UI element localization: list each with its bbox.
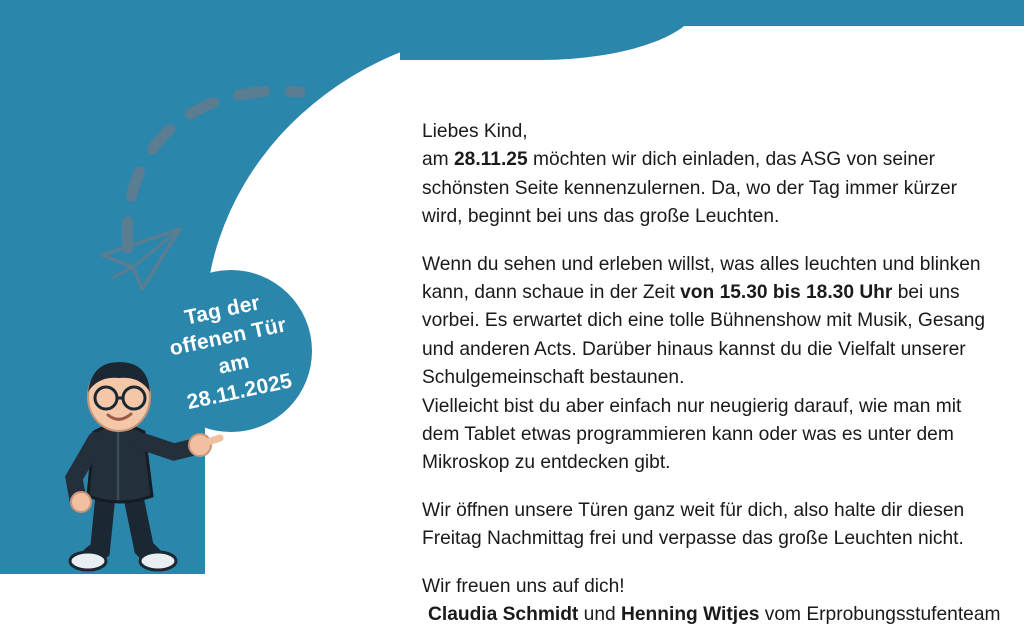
signature-team: vom Erprobungsstufenteam [759, 604, 1001, 626]
signature-name-2: Henning Witjes [621, 604, 760, 626]
signature-name-1: Claudia Schmidt [428, 604, 579, 626]
letter-date: 28.11.25 [454, 149, 528, 171]
letter-time: von 15.30 bis 18.30 Uhr [680, 282, 893, 304]
spacer [422, 478, 1002, 497]
letter-paragraph-3: Vielleicht bist du aber einfach nur neugierig darauf, wie man mit dem Tablet etwas programmieren kann oder was es unter dem Mikroskop zu entdecken gibt. [422, 395, 962, 474]
letter-p1-pre: am [422, 149, 454, 171]
person-pointing-illustration [48, 360, 218, 574]
signature-conjunction: und [578, 604, 622, 626]
spacer [422, 554, 1002, 573]
spacer [422, 232, 1002, 251]
letter-paragraph-1 [422, 146, 1002, 231]
letter-closing: Wir freuen uns auf dich! [422, 575, 625, 597]
letter-greeting: Liebes Kind, [422, 121, 528, 142]
letter-paragraph-2 [422, 251, 1002, 393]
paper-plane-icon [96, 225, 186, 295]
letter-paragraph-4: Wir öffnen unsere Türen ganz weit für dich, also halte dir diesen Freitag Nachmittag frei und verpasse das große Leuchten nicht. [422, 499, 965, 550]
letter-signature [422, 601, 1002, 629]
open-day-badge-text: Tag der offenen Tür am 28.11.2025 [167, 290, 295, 414]
letter-p2-pre: Wenn du sehen und erleben willst, was alles leuchten und blinken kann, dann schaue in der Zeit [422, 253, 981, 304]
letter-p2-post: bei uns vorbei. Es erwartet dich eine tolle Bühnenshow mit Musik, Gesang und anderen Acts. Darüber hinaus kannst du die Vielfalt unserer Schulgemeinschaft bestaunen. [422, 282, 986, 389]
invitation-letter [422, 118, 1002, 630]
letter-p1-post: möchten wir dich einladen, das ASG von seiner schönsten Seite kennenzulernen. Da, wo der Tag immer kürzer wird, beginnt bei uns das große Leuchten. [422, 149, 958, 228]
